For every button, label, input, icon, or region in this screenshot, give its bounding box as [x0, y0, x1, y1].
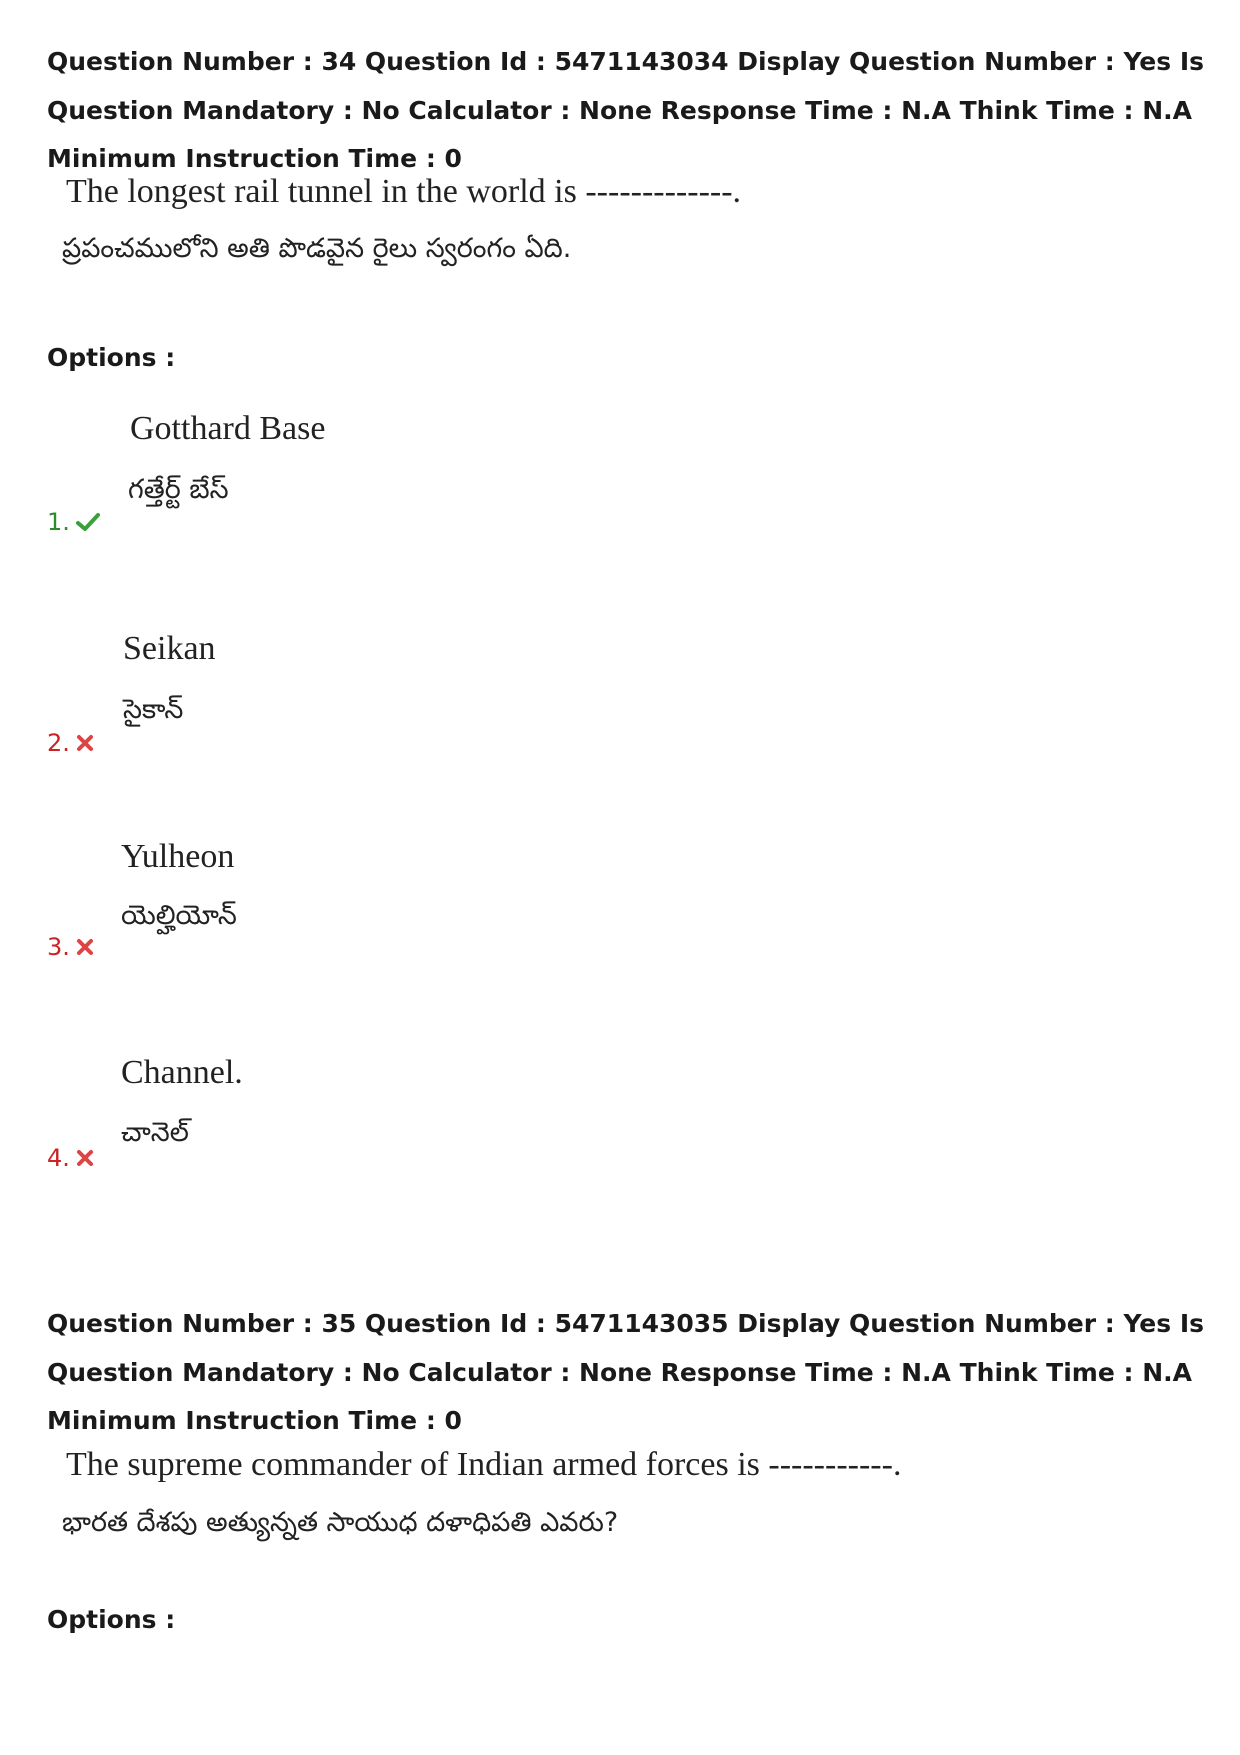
cross-icon — [76, 1149, 94, 1167]
option-text-telugu: యెల్హియోన్ — [121, 900, 237, 931]
options-label: Options : — [47, 343, 176, 372]
option-number: 4. — [47, 1144, 70, 1172]
question-text-english: The longest rail tunnel in the world is -------------. — [66, 173, 742, 210]
question-text-telugu: ప్రపంచములోని అతి పొడవైన రైలు స్వరంగం ఏది. — [62, 233, 572, 264]
question-text-telugu: భారత దేశపు అత్యున్నత సాయుధ దళాధిపతి ఎవరు? — [62, 1507, 619, 1538]
cross-icon — [76, 938, 94, 956]
option-text-english: Channel. — [121, 1054, 243, 1091]
option-number: 2. — [47, 729, 70, 757]
option-text-english: Seikan — [123, 630, 216, 667]
options-label: Options : — [47, 1605, 176, 1634]
option-number: 3. — [47, 933, 70, 961]
option-marker — [47, 1144, 94, 1172]
option-marker — [47, 729, 94, 757]
question-text-english: The supreme commander of Indian armed forces is -----------. — [66, 1446, 902, 1483]
option-text-telugu: సైకాన్ — [123, 694, 184, 725]
option-marker — [47, 933, 94, 961]
option-text-english: Gotthard Base — [130, 410, 326, 447]
question-meta: Question Number : 34 Question Id : 5471143034 Display Question Number : Yes Is Question Mandatory : No Calculator : None Response Time : N.A Think Time : N.A Minimum Instruction Time : 0 — [47, 47, 1205, 173]
option-text-telugu: చానెల్ — [121, 1117, 189, 1148]
option-text-english: Yulheon — [121, 838, 235, 875]
question-meta: Question Number : 35 Question Id : 5471143035 Display Question Number : Yes Is Question Mandatory : No Calculator : None Response Time : N.A Think Time : N.A Minimum Instruction Time : 0 — [47, 1309, 1205, 1435]
cross-icon — [76, 734, 94, 752]
option-number: 1. — [47, 508, 70, 536]
option-marker — [47, 508, 100, 536]
option-text-telugu: గత్తేర్ట్ బేస్ — [128, 474, 229, 505]
check-icon — [76, 512, 100, 532]
